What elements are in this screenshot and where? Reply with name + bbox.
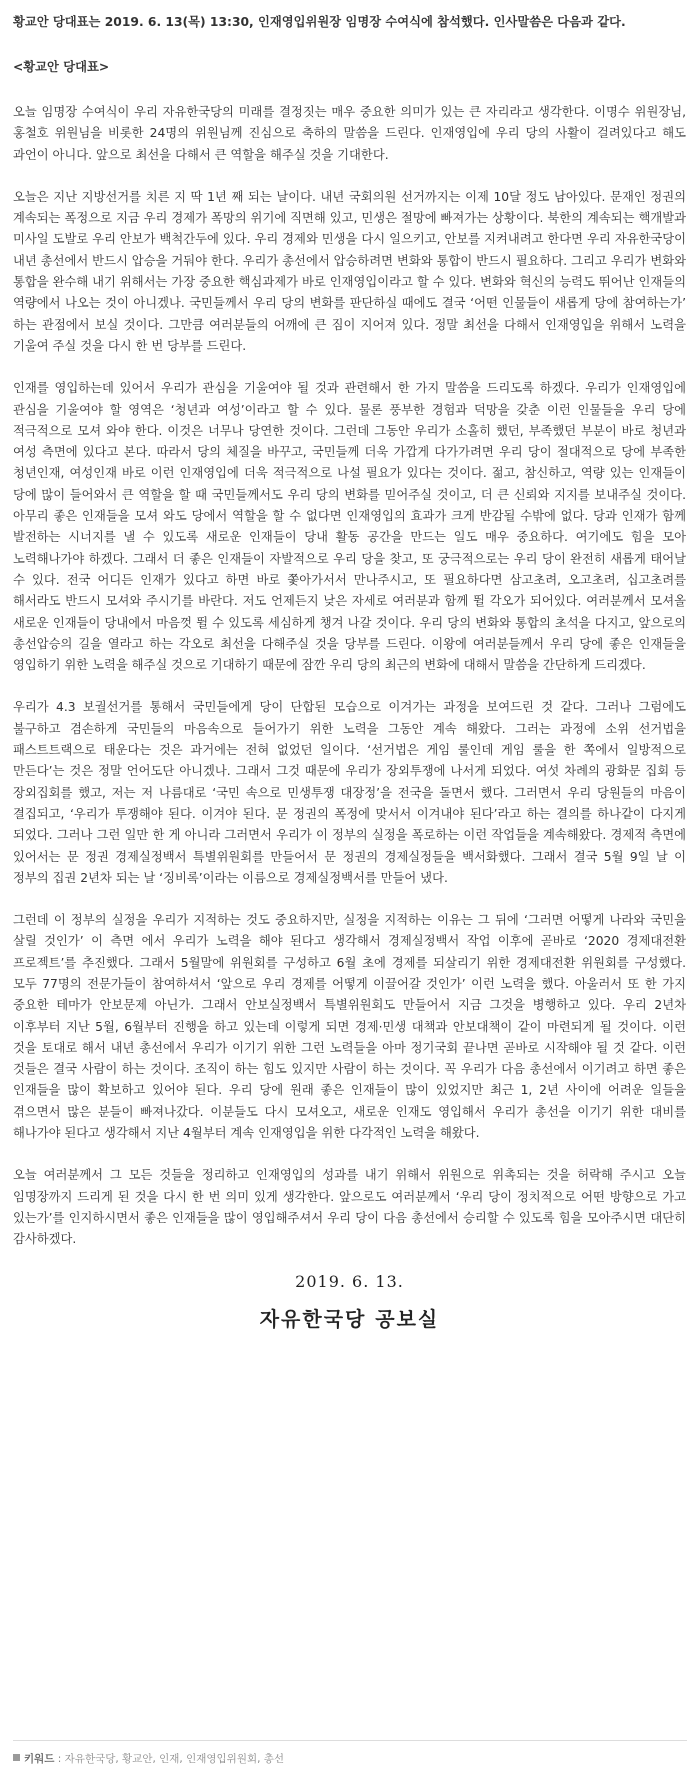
speaker-label: <황교안 당대표> [13,60,110,74]
paragraph: 우리가 4.3 보궐선거를 통해서 국민들에게 당이 단합된 모습으로 이겨가는 과정을 보여드린 것 같다. 그러나 그럼에도 불구하고 겸손하게 국민들의 마음속으로 들어가기 위한 노력을 그동안 계속 해왔다. 그러는 과정에 소위 선거법을 패스트트랙으로 태운다는 것은 과거에는 전혀 없었던 일이다. ‘선거법은 게임 룰인데 게임 룰을 한 쪽에서 일방적으로 만든다’는 것은 정말 언어도단 아니겠나. 그래서 그것 때문에 우리가 장외투쟁에 나서게 되었다. 여섯 차례의 광화문 집회 등 장외집회를 했고, 저는 저 나름대로 ‘국민 속으로 민생투쟁 대장정’을 전국을 돌면서 했다. 그러면서 우리 당원들의 마음이 결집되고, ‘우리가 투쟁해야 된다. 이겨야 된다. 문 정권의 폭정에 맞서서 이겨내야 된다’라고 하는 결의를 하나같이 다지게 되었다. 그러나 그런 일만 한 게 아니라 그러면서 우리가 이 정부의 실정을 폭로하는 이런 작업들을 계속해왔다. 경제적 측면에 있어서는 문 정권 경제실정백서 특별위원회를 만들어서 문 정권의 경제실정들을 백서화했다. 그래서 결국 5월 9일 날 이 정부의 집권 2년차 되는 날 ‘징비록’이라는 이름으로 경제실정백서를 만들어 냈다. [13,700,686,885]
paragraph: 오늘은 지난 지방선거를 치른 지 딱 1년 째 되는 날이다. 내년 국회의원 선거까지는 이제 10달 정도 남아있다. 문재인 정권의 계속되는 폭정으로 지금 우리 경제가 폭망의 위기에 직면해 있고, 민생은 절망에 빠져가는 상황이다. 북한의 계속되는 핵개발과 미사일 도발로 우리 안보가 백척간두에 있다. 우리 경제와 민생을 다시 일으키고, 안보를 지켜내려고 한다면 우리 자유한국당이 내년 총선에서 반드시 압승을 거둬야 한다. 우리가 총선에서 압승하려면 변화와 통합이 반드시 필요하다. 그리고 우리가 변화와 통합을 완수해 내기 위해서는 가장 중요한 핵심과제가 바로 인재영입이라고 할 수 있다. 변화와 혁신의 능력도 뛰어난 인재들의 역량에서 나오는 것이 아니겠나. 국민들께서 우리 당의 변화를 판단하실 때에도 결국 ‘어떤 인물들이 새롭게 당에 참여하는가’ 하는 관점에서 보실 것이다. 그만큼 여러분들의 어깨에 큰 짐이 지어져 있다. 정말 최선을 다해서 인재영입을 위해서 노력을 기울여 주실 것을 다시 한 번 당부를 드린다. [13,189,686,353]
paragraph: 인재를 영입하는데 있어서 우리가 관심을 기울여야 될 것과 관련해서 한 가지 말씀을 드리도록 하겠다. 우리가 인재영입에 관심을 기울여야 할 영역은 ‘청년과 여성’이라고 할 수 있다. 물론 풍부한 경험과 덕망을 갖춘 이런 인물들을 우리 당에 적극적으로 모셔 와야 한다. 이것은 너무나 당연한 것이다. 그런데 그동안 우리가 소홀히 했던, 부족했던 부분이 바로 청년과 여성 측면에 있다고 본다. 따라서 당의 체질을 바꾸고, 국민들께 더욱 가깝게 다가가려면 우리 당이 절대적으로 당에 부족한 청년인재, 여성인재 바로 이런 인재영입에 더욱 적극적으로 나설 필요가 있다는 것이다. 젊고, 참신하고, 역량 있는 인재들이 당에 많이 들어와서 큰 역할을 할 때 국민들께서도 우리 당의 변화를 믿어주실 것이고, 더 큰 신뢰와 지지를 보내주실 것이다. 아무리 좋은 인재들을 모셔 와도 당에서 역할을 할 수 없다면 인재영입의 효과가 크게 반감될 수밖에 없다. 당과 인재가 함께 발전하는 시너지를 낼 수 있도록 새로운 인재들이 당내 활동 공간을 만드는 일도 매우 중요하다. 여기에도 힘을 모아 노력해나가야 하겠다. 그래서 더 좋은 인재들이 자발적으로 우리 당을 찾고, 또 궁극적으로는 우리 당이 완전히 새롭게 태어날 수 있다. 전국 어디든 인재가 있다고 하면 바로 쫓아가서서 만나주시고, 또 필요하다면 삼고초려, 오고초려, 십고초려를 해서라도 반드시 모셔와 주시기를 바란다. 저도 언제든지 낮은 자세로 여러분과 함께 뛸 각오가 되어있다. 여러분께서 모셔올 새로운 인재들이 당내에서 마음껏 뛸 수 있도록 세심하게 챙겨 나갈 것이다. 우리 당의 변화와 통합의 초석을 다지고, 앞으로의 총선압승의 길을 열라고 하는 각오로 최선을 다해주실 것을 당부를 드린다. 이왕에 여러분들께서 우리 당에 좋은 인재들을 영입하기 위한 노력을 해주실 것으로 기대하기 때문에 잠깐 우리 당의 최근의 변화에 대해서 말씀을 간단하게 드리겠다. [13,381,686,673]
release-date: 2019. 6. 13. [295,1271,404,1291]
paragraph: 오늘 임명장 수여식이 우리 자유한국당의 미래를 결정짓는 매우 중요한 의미가 있는 큰 자리라고 생각한다. 이명수 위원장님, 홍철호 위원님을 비롯한 24명의 위원님께 진심으로 축하의 말씀을 드린다. 인재영입에 우리 당의 사활이 걸려있다고 해도 과언이 아니다. 앞으로 최선을 다해서 큰 역할을 해주실 것을 기대한다. [13,105,686,162]
keyword-bullet-icon [13,1754,20,1761]
paragraph: 그런데 이 정부의 실정을 우리가 지적하는 것도 중요하지만, 실정을 지적하는 이유는 그 뒤에 ‘그러면 어떻게 나라와 국민을 살릴 것인가’ 이 측면 에서 우리가 노력을 해야 된다고 생각해서 경제실정백서 작업 이후에 곧바로 ‘2020 경제대전환 프로젝트’를 추진했다. 그래서 5월말에 위원회를 구성하고 6월 초에 경제를 되살리기 위한 경제대전환 위원회를 구성했다. 모두 77명의 전문가들이 참여하셔서 ‘앞으로 우리 경제를 어떻게 이끌어갈 것인가’ 이런 노력을 했다. 아울러서 또 한 가지 중요한 테마가 안보문제 아닌가. 그래서 안보실정백서 특별위원회도 만들어서 지금 그것을 병행하고 있다. 우리 2년차 이후부터 지난 5월, 6월부터 진행을 하고 있는데 이렇게 되면 경제·민생 대책과 안보대책이 같이 마련되게 될 것이다. 이런 것을 토대로 해서 내년 총선에서 우리가 이기기 위한 그런 노력들을 아마 정기국회 끝나면 곧바로 시작해야 될 것 같다. 이런 것들은 결국 사람이 하는 것이다. 조직이 하는 힘도 있지만 사람이 하는 것이다. 꼭 우리가 다음 총선에서 이기려고 하면 좋은 인재들을 많이 확보하고 있어야 된다. 우리 당에 원래 좋은 인재들이 많이 있었지만 최근 1, 2년 사이에 어려운 일들을 겪으면서 많은 분들이 빠져나갔다. 이분들도 다시 모셔오고, 새로운 인재도 영입해서 우리가 총선을 이기기 위한 대비를 해나가야 된다고 생각해서 지난 4월부터 계속 인재영입을 위한 다각적인 노력을 해왔다. [13,913,686,1141]
keywords-list[interactable]: 자유한국당, 황교안, 인재, 인재영입위원회, 총선 [64,1753,285,1765]
intro-text: 황교안 당대표는 2019. 6. 13(목) 13:30, 인재영입위원장 임명장 수여식에 참석했다. 인사말씀은 다음과 같다. [13,15,626,29]
organization-name: 자유한국당 공보실 [259,1306,440,1331]
footer-divider [13,1740,687,1741]
paragraph: 오늘 여러분께서 그 모든 것들을 정리하고 인재영입의 성과를 내기 위해서 위원으로 위촉되는 것을 허락해 주시고 오늘 임명장까지 드리게 된 것을 다시 한 번 의미 있게 생각한다. 앞으로도 여러분께서 ‘우리 당이 정치적으로 어떤 방향으로 가고 있는가’를 인지하시면서 좋은 인재들을 많이 영입해주셔서 우리 당이 다음 총선에서 승리할 수 있도록 힘을 모아주시면 대단히 감사하겠다. [13,1168,686,1247]
keywords-label: 키워드 [24,1753,55,1765]
keywords-row: 키워드 : 자유한국당, 황교안, 인재, 인재영입위원회, 총선 [13,1751,284,1766]
